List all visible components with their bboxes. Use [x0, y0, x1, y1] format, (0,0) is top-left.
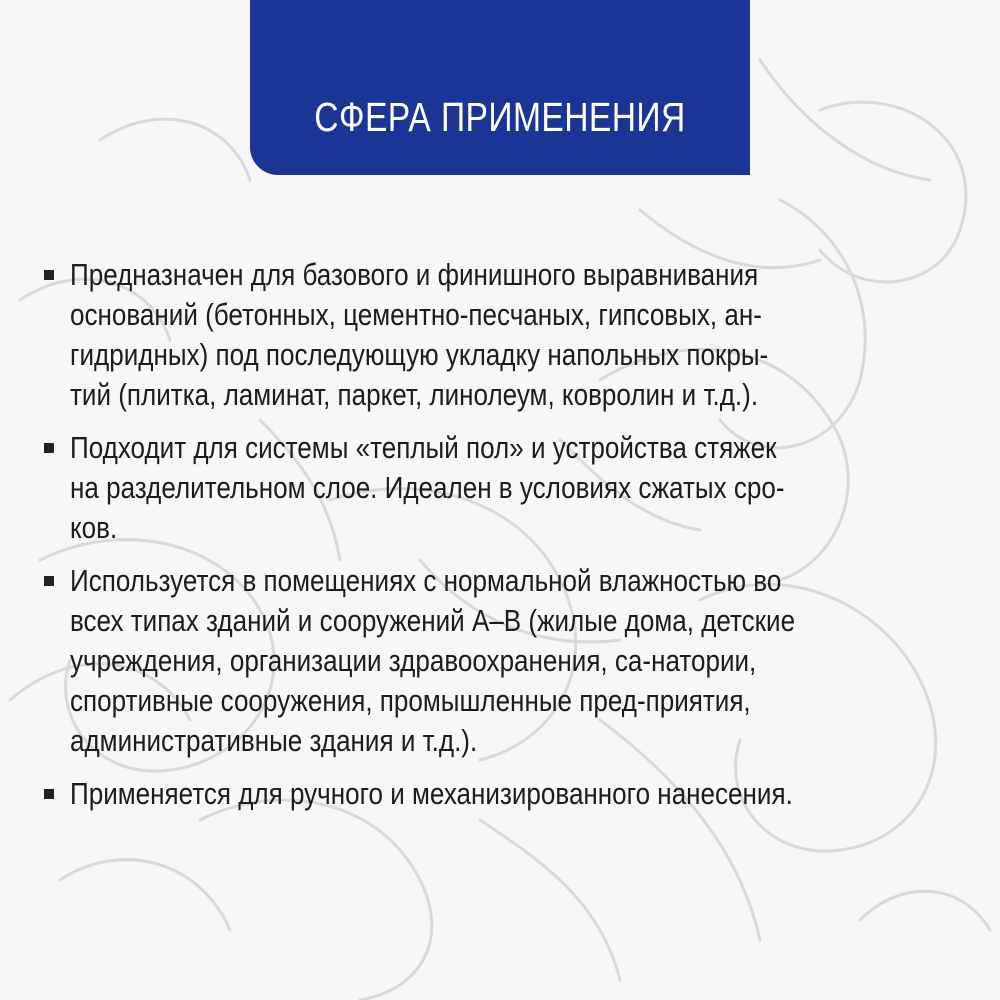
- square-bullet-icon: [44, 576, 54, 586]
- application-list: [44, 255, 934, 827]
- list-item: [44, 561, 934, 761]
- square-bullet-icon: [44, 270, 54, 280]
- list-item-text: Предназначен для базового и финишного выравнивания оснований (бетонных, цементно-песчаных, гипсовых, ан-гидридных) под последующую укладку напольных покры-тий (плитка, ламинат, паркет, линолеум, ковролин и т.д.).: [70, 257, 769, 412]
- list-item: [44, 428, 934, 548]
- list-item: [44, 774, 934, 814]
- list-item-text: Применяется для ручного и механизированного нанесения.: [70, 776, 793, 811]
- title-banner: [250, 0, 750, 175]
- page-title: СФЕРА ПРИМЕНЕНИЯ: [314, 94, 686, 140]
- list-item-text: Используется в помещениях с нормальной влажностью во всех типах зданий и сооружений А–В (жилые дома, детские учреждения, организации здравоохранения, са-натории, спортивные сооружения, промышленные пред-приятия, административные здания и т.д.).: [70, 563, 796, 758]
- square-bullet-icon: [44, 443, 54, 453]
- list-item-text: Подходит для системы «теплый пол» и устройства стяжек на разделительном слое. Идеален в условиях сжатых сро-ков.: [70, 430, 785, 545]
- list-item: [44, 255, 934, 415]
- square-bullet-icon: [44, 789, 54, 799]
